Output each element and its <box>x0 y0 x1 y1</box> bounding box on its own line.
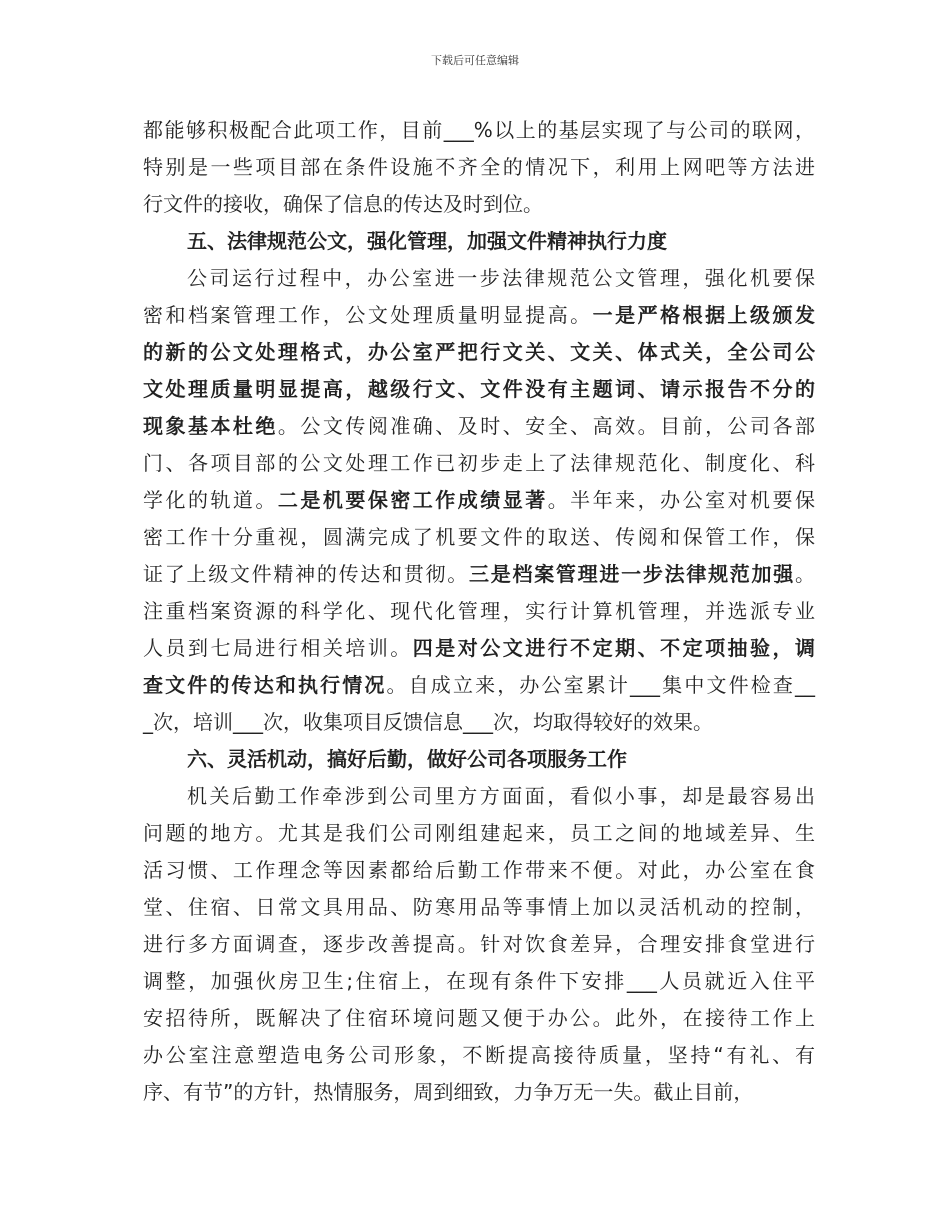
text-segment: _次，培训___次，收集项目反馈信息___次，均取得较好的效果。 <box>143 710 713 734</box>
page-header: 下载后可任意编辑 <box>431 54 519 67</box>
bold-text-segment: 六、灵活机动，搞好后勤，做好公司各项服务工作 <box>187 747 627 771</box>
text-line <box>143 815 815 852</box>
bold-text-segment: 三是档案管理进一步法律规范加强 <box>469 562 795 586</box>
text-line <box>143 297 815 334</box>
text-segment: 学化的轨道。 <box>143 488 278 512</box>
text-line <box>143 667 815 704</box>
bold-text-segment: 文处理质量明显提高，越级行文、文件没有主题词、请示报告不分的 <box>143 377 815 401</box>
bold-text-segment: 一是严格根据上级颁发 <box>592 303 816 327</box>
text-line <box>143 963 815 1000</box>
bold-text-segment: 查文件的传达和执行情况 <box>143 673 387 697</box>
text-segment: 行文件的接收，确保了信息的传达及时到位。 <box>143 192 543 216</box>
text-line <box>143 519 815 556</box>
section-heading <box>143 741 815 778</box>
text-segment: 人员到七局进行相关培训。 <box>143 636 413 660</box>
bold-text-segment: 现象基本杜绝 <box>143 414 278 438</box>
text-segment: 密工作十分重视，圆满完成了机要文件的取送、传阅和保管工作，保 <box>143 525 815 549</box>
text-line <box>143 556 815 593</box>
bold-text-segment: 二是机要保密工作成绩显著 <box>277 488 548 512</box>
document-body <box>143 112 815 1111</box>
text-segment: 注重档案资源的科学化、现代化管理，实行计算机管理，并选派专业 <box>143 599 815 623</box>
text-segment: 进行多方面调查，逐步改善提高。针对饮食差异，合理安排食堂进行 <box>143 932 815 956</box>
text-line <box>143 926 815 963</box>
text-line <box>143 1074 815 1111</box>
text-line <box>143 1000 815 1037</box>
text-line <box>143 408 815 445</box>
text-line <box>143 260 815 297</box>
bold-text-segment: 五、法律规范公文，强化管理，加强文件精神执行力度 <box>187 229 667 253</box>
text-segment: 。公文传阅准确、及时、安全、高效。目前，公司各部 <box>277 414 816 438</box>
text-line <box>143 334 815 371</box>
text-line <box>143 1037 815 1074</box>
bold-text-segment: 四是对公文进行不定期、不定项抽验，调 <box>412 636 816 660</box>
text-line <box>143 778 815 815</box>
text-segment: 序、有节”的方针，热情服务，周到细致，力争万无一失。截止目前， <box>143 1080 754 1104</box>
text-segment: 公司运行过程中，办公室进一步法律规范公文管理，强化机要保 <box>187 266 815 290</box>
text-segment: 都能够积极配合此项工作，目前___%以上的基层实现了与公司的联网， <box>143 118 815 142</box>
text-line <box>143 889 815 926</box>
text-segment: 。自成立来，办公室累计___集中文件检查__ <box>386 673 816 697</box>
text-segment: 堂、住宿、日常文具用品、防寒用品等事情上加以灵活机动的控制， <box>143 895 815 919</box>
text-line <box>143 630 815 667</box>
bold-text-segment: 的新的公文处理格式，办公室严把行文关、文关、体式关，全公司公 <box>143 340 815 364</box>
text-line <box>143 704 815 741</box>
text-segment: 活习惯、工作理念等因素都给后勤工作带来不便。对此，办公室在食 <box>143 858 815 882</box>
text-segment: 问题的地方。尤其是我们公司刚组建起来，员工之间的地域差异、生 <box>143 821 815 845</box>
text-segment: 门、各项目部的公文处理工作已初步走上了法律规范化、制度化、科 <box>143 451 815 475</box>
text-segment: 。 <box>795 562 815 586</box>
text-line <box>143 186 815 223</box>
text-line <box>143 593 815 630</box>
text-line <box>143 852 815 889</box>
text-line <box>143 482 815 519</box>
text-line <box>143 445 815 482</box>
text-segment: 特别是一些项目部在条件设施不齐全的情况下，利用上网吧等方法进 <box>143 155 815 179</box>
text-segment: 。半年来，办公室对机要保 <box>547 488 816 512</box>
text-segment: 安招待所，既解决了住宿环境问题又便于办公。此外，在接待工作上 <box>143 1006 815 1030</box>
text-segment: 机关后勤工作牵涉到公司里方方面面，看似小事，却是最容易出 <box>187 784 815 808</box>
section-heading <box>143 223 815 260</box>
text-segment: 调整，加强伙房卫生;住宿上，在现有条件下安排___人员就近入住平 <box>143 969 815 993</box>
text-line <box>143 112 815 149</box>
text-segment: 密和档案管理工作，公文处理质量明显提高。 <box>143 303 593 327</box>
text-segment: 证了上级文件精神的传达和贯彻。 <box>143 562 469 586</box>
text-line <box>143 149 815 186</box>
text-segment: 办公室注意塑造电务公司形象，不断提高接待质量，坚持“有礼、有 <box>143 1043 815 1067</box>
text-line <box>143 371 815 408</box>
